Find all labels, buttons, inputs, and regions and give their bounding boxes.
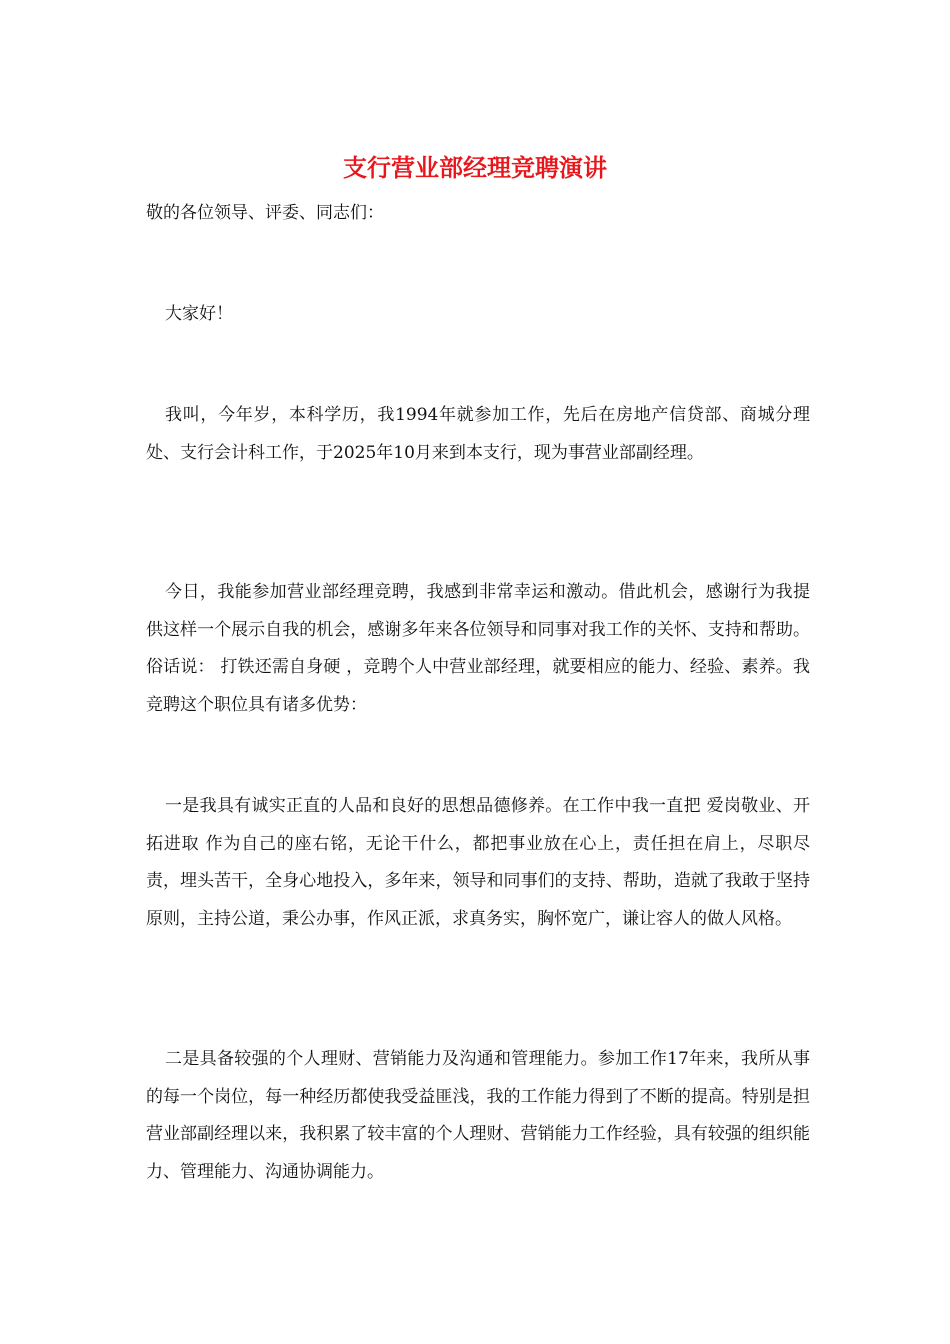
first-advantage-paragraph: 一是我具有诚实正直的人品和良好的思想品德修养。在工作中我一直把 爱岗敬业、开拓进取 作为自己的座右铭，无论干什么，都把事业放在心上，责任担在肩上，尽职尽责，埋头苦干，全身心地投入，多年来，领导和同事们的支持、帮助，造就了我敢于坚持原则，主持公道，秉公办事，作风正派，求真务实，胸怀宽广，谦让容人的做人风格。 xyxy=(146,796,810,929)
today-paragraph: 今日，我能参加营业部经理竞聘，我感到非常幸运和激动。借此机会，感谢行为我提供这样一个展示自我的机会，感谢多年来各位领导和同事对我工作的关怀、支持和帮助。俗话说： 打铁还需自身硬 ，竞聘个人中营业部经理，就要相应的能力、经验、素养。我竞聘这个职位具有诸多优势： xyxy=(146,582,810,715)
salutation-paragraph: 敬的各位领导、评委、同志们： xyxy=(146,203,384,223)
intro-paragraph: 我叫，今年岁，本科学历，我1994年就参加工作，先后在房地产信贷部、商城分理处、支行会计科工作，于2025年10月来到本支行，现为事营业部副经理。 xyxy=(146,405,810,463)
greeting-paragraph: 大家好！ xyxy=(165,304,233,324)
second-advantage-paragraph: 二是具备较强的个人理财、营销能力及沟通和管理能力。参加工作17年来，我所从事的每一个岗位，每一种经历都使我受益匪浅，我的工作能力得到了不断的提高。特别是担营业部副经理以来，我积累了较丰富的个人理财、营销能力工作经验，具有较强的组织能力、管理能力、沟通协调能力。 xyxy=(146,1049,810,1182)
document-title: 支行营业部经理竞聘演讲 xyxy=(343,153,607,182)
